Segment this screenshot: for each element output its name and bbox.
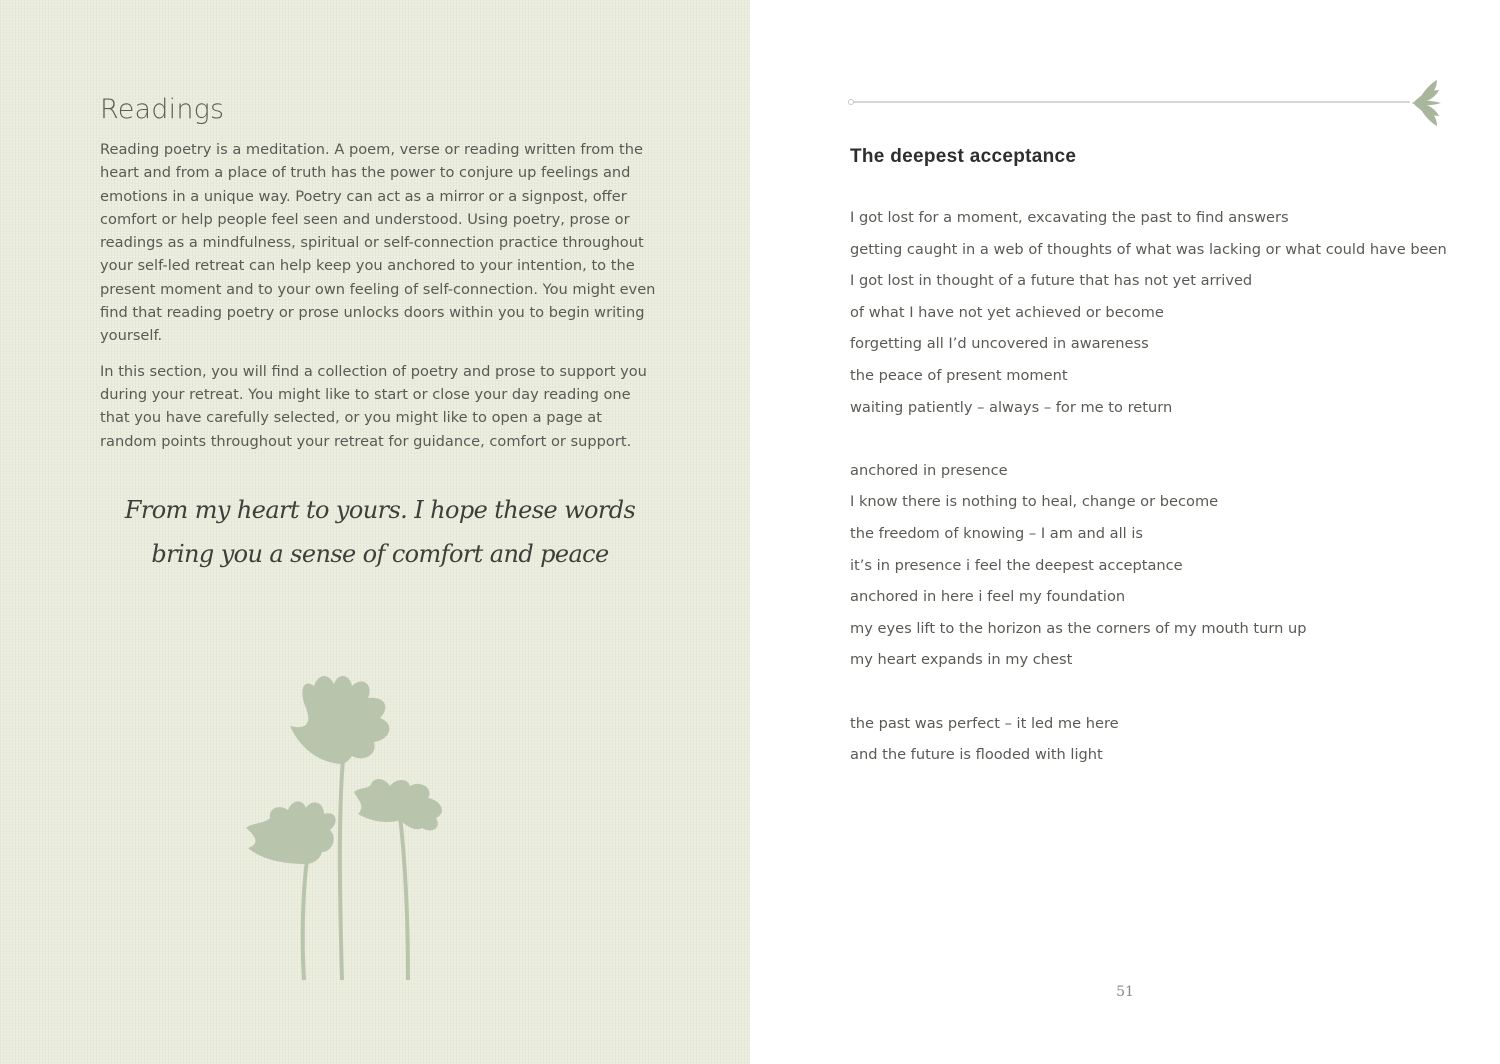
poem-line: I got lost for a moment, excavating the past to find answers — [850, 209, 1289, 226]
page-number: 51 — [1116, 984, 1134, 1000]
poem-line: my eyes lift to the horizon as the corners of my mouth turn up — [850, 619, 1307, 637]
poem-line: the peace of present moment — [850, 366, 1068, 384]
poem-line: and the future is flooded with light — [850, 746, 1103, 764]
intro-text — [100, 138, 660, 465]
poem-line: my heart expands in my chest — [850, 651, 1073, 669]
handwritten-quote — [100, 488, 660, 576]
poem-line: anchored in presence — [850, 461, 1008, 479]
poem-line: the freedom of knowing – I am and all is — [850, 524, 1144, 542]
intro-paragraph: Reading poetry is a meditation. A poem, verse or reading written from the heart and from a place of truth has the power to conjure up feelings and emotions in a unique way. Poetry can act as a mirror or a signpost, offer comfort or help people feel seen and understood. Using poetry, prose or readings as a mindfulness, spiritual or self-connection practice throughout your self-led retreat can help keep you anchored to your intention, to the present moment and to your own feeling of self-connection. You might even find that reading poetry or prose unlocks doors within you to begin writing yourself. — [100, 141, 656, 345]
poem-line: of what I have not yet achieved or become — [850, 303, 1164, 321]
lotus-icon — [1407, 78, 1443, 128]
poem-title: The deepest acceptance — [850, 146, 1077, 167]
rule-end-dot — [848, 99, 854, 105]
poem-line: I know there is nothing to heal, change or become — [850, 493, 1219, 511]
intro-paragraph: In this section, you will find a collection of poetry and prose to support you during your retreat. You might like to start or close your day reading one that you have carefully selected, or you might like to open a page at random points throughout your retreat for guidance, comfort or support. — [100, 362, 647, 450]
poem-line: waiting patiently – always – for me to return — [850, 398, 1173, 416]
poem-line: forgetting all I’d uncovered in awareness — [850, 335, 1149, 353]
poem-stanza — [850, 202, 1450, 423]
poem-stanza — [850, 455, 1450, 676]
poem-line: anchored in here i feel my foundation — [850, 588, 1126, 606]
poem — [850, 202, 1450, 802]
decorative-rule — [850, 101, 1410, 103]
poem-line: the past was perfect – it led me here — [850, 714, 1119, 732]
section-title: Readings — [100, 94, 225, 125]
poem-line: getting caught in a web of thoughts of what was lacking or what could have been — [850, 240, 1447, 258]
poem-line: I got lost in thought of a future that has not yet arrived — [850, 272, 1253, 290]
right-page — [750, 0, 1500, 1064]
poem-stanza — [850, 708, 1450, 771]
poem-line: it’s in presence i feel the deepest acceptance — [850, 556, 1183, 574]
quote-line: From my heart to yours. I hope these words — [124, 496, 636, 524]
quote-line: bring you a sense of comfort and peace — [151, 540, 609, 568]
flowers-illustration — [240, 668, 460, 988]
